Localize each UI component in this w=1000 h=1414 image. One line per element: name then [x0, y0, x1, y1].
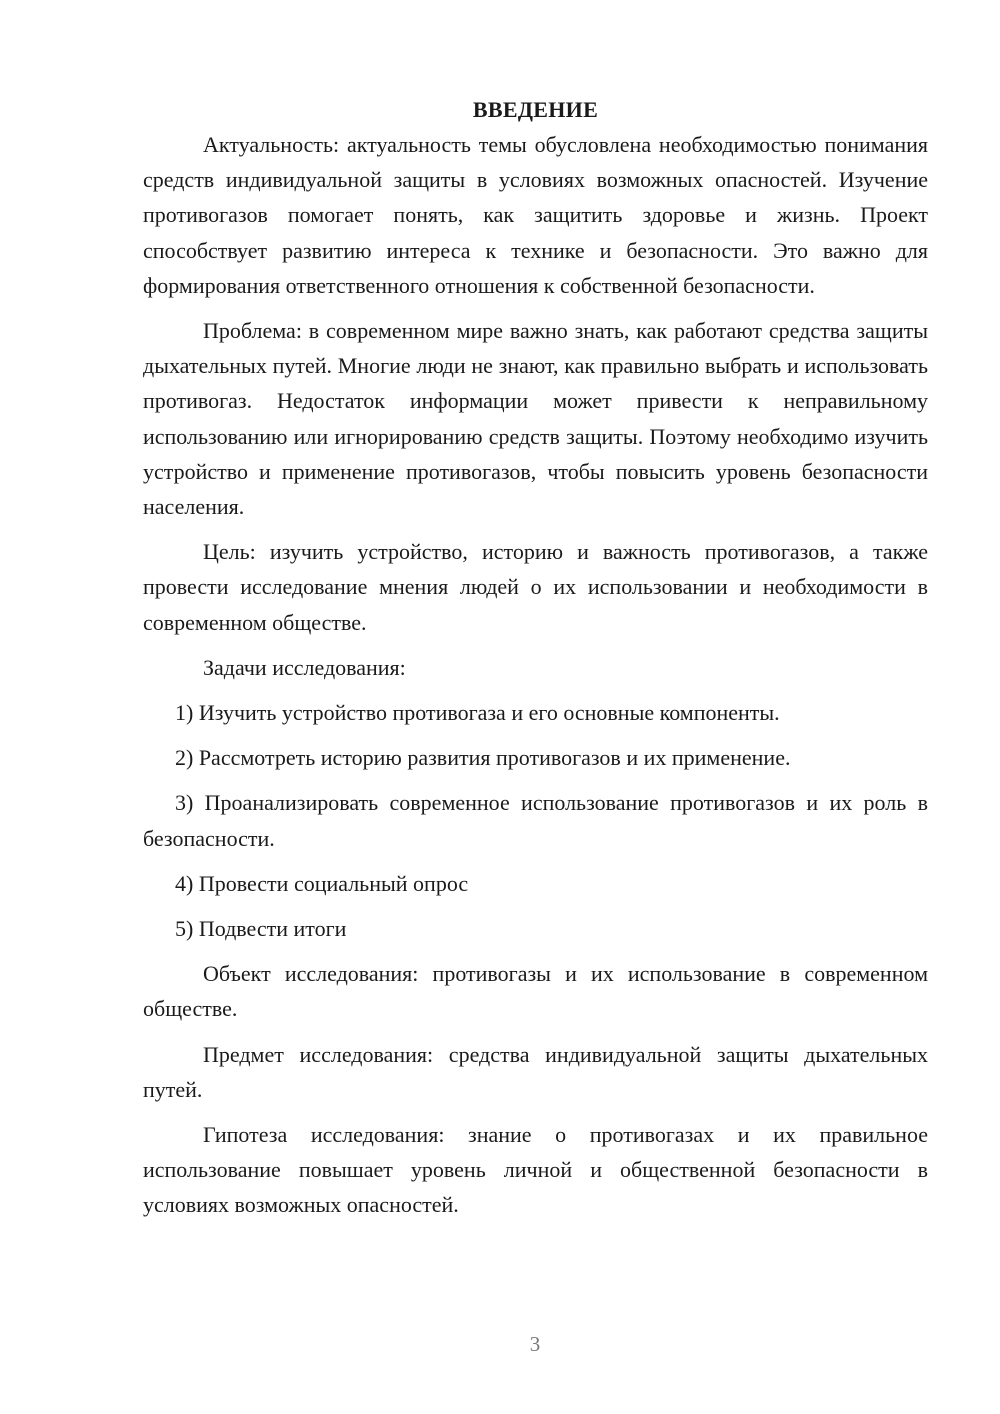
- relevance-paragraph: Актуальность: актуальность темы обусловлена необходимостью понимания средств индивидуальной защиты в условиях возможных опасностей. Изучение противогазов помогает понять, как защитить здоровье и жизнь. Проект способствует развитию интереса к технике и безопасности. Это важно для формирования ответственного отношения к собственной безопасности.: [143, 132, 928, 298]
- task-item: 1) Изучить устройство противогаза и его основные компоненты.: [175, 700, 780, 726]
- page-number: 3: [529, 1332, 541, 1356]
- problem-paragraph: Проблема: в современном мире важно знать, как работают средства защиты дыхательных путей. Многие люди не знают, как правильно выбрать и использовать противогаз. Недостаток информации может привести к неправильному использованию или игнорированию средств защиты. Поэтому необходимо изучить устройство и применение противогазов, чтобы повысить уровень безопасности населения.: [143, 318, 928, 520]
- object-paragraph: Объект исследования: противогазы и их использование в современном обществе.: [143, 961, 928, 1022]
- hypothesis-paragraph: Гипотеза исследования: знание о противогазах и их правильное использование повышает уровень личной и общественной безопасности в условиях возможных опасностей.: [143, 1122, 928, 1218]
- page-title: ВВЕДЕНИЕ: [472, 97, 599, 122]
- task-item: 3) Проанализировать современное использование противогазов и их роль в безопасности.: [143, 790, 928, 851]
- task-item: 2) Рассмотреть историю развития противогазов и их применение.: [175, 745, 791, 771]
- goal-paragraph: Цель: изучить устройство, историю и важность противогазов, а также провести исследование мнения людей о их использовании и необходимости в современном обществе.: [143, 539, 928, 635]
- task-item: 4) Провести социальный опрос: [175, 870, 469, 896]
- subject-paragraph: Предмет исследования: средства индивидуальной защиты дыхательных путей.: [143, 1041, 928, 1102]
- tasks-heading: Задачи исследования:: [203, 654, 406, 680]
- document-page: [143, 92, 928, 1223]
- task-item: 5) Подвести итоги: [175, 916, 347, 942]
